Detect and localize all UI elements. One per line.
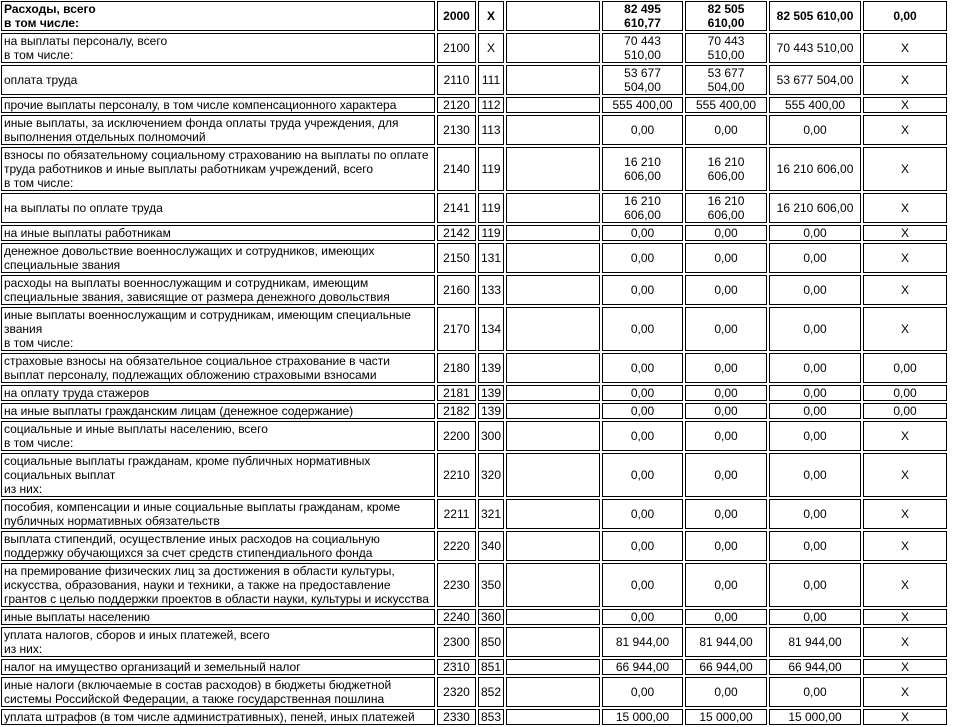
row-description: уплата штрафов (в том числе административных), пеней, иных платежей	[1, 709, 435, 725]
table-row	[1, 627, 947, 657]
value-year-2: 0,00	[685, 243, 767, 273]
value-year-3: 0,00	[769, 353, 861, 383]
value-year-1: 81 944,00	[602, 627, 683, 657]
kosgu-code: 350	[478, 563, 504, 607]
row-description: прочие выплаты персоналу, в том числе компенсационного характера	[1, 97, 435, 113]
extra-cell	[506, 193, 600, 223]
table-row	[1, 65, 947, 95]
value-beyond-period: X	[863, 659, 947, 675]
row-code: 2141	[437, 193, 476, 223]
table-row	[1, 659, 947, 675]
row-description: уплата налогов, сборов и иных платежей, всего из них:	[1, 627, 435, 657]
table-row	[1, 563, 947, 607]
row-code: 2182	[437, 403, 476, 419]
table-row	[1, 115, 947, 145]
value-year-3: 0,00	[769, 225, 861, 241]
value-year-1: 0,00	[602, 225, 683, 241]
row-code: 2210	[437, 453, 476, 497]
table-row	[1, 499, 947, 529]
value-beyond-period: 0,00	[863, 403, 947, 419]
value-beyond-period: X	[863, 65, 947, 95]
value-year-2: 53 677 504,00	[685, 65, 767, 95]
row-description: на премирование физических лиц за достижения в области культуры, искусства, образования, науки и техники, а также на предоставление грантов с целью поддержки проектов в области науки, культуры и искусства	[1, 563, 435, 607]
value-year-1: 53 677 504,00	[602, 65, 683, 95]
value-beyond-period: X	[863, 499, 947, 529]
table-row	[1, 307, 947, 351]
kosgu-code: 111	[478, 65, 504, 95]
value-year-1: 0,00	[602, 453, 683, 497]
value-year-2: 0,00	[685, 353, 767, 383]
value-year-2: 16 210 606,00	[685, 147, 767, 191]
value-year-1: 0,00	[602, 115, 683, 145]
value-beyond-period: X	[863, 97, 947, 113]
value-year-1: 0,00	[602, 563, 683, 607]
row-description: налог на имущество организаций и земельный налог	[1, 659, 435, 675]
table-row	[1, 403, 947, 419]
value-beyond-period: 0,00	[863, 1, 947, 31]
extra-cell	[506, 97, 600, 113]
table-row	[1, 531, 947, 561]
value-beyond-period: 0,00	[863, 385, 947, 401]
kosgu-code: 119	[478, 225, 504, 241]
row-description: страховые взносы на обязательное социальное страхование в части выплат персоналу, подлежащих обложению страховыми взносами	[1, 353, 435, 383]
value-year-2: 0,00	[685, 403, 767, 419]
kosgu-code: 300	[478, 421, 504, 451]
kosgu-code: 134	[478, 307, 504, 351]
extra-cell	[506, 1, 600, 31]
value-beyond-period: X	[863, 453, 947, 497]
row-code: 2200	[437, 421, 476, 451]
value-year-3: 0,00	[769, 385, 861, 401]
value-year-1: 0,00	[602, 421, 683, 451]
value-year-3: 0,00	[769, 677, 861, 707]
value-beyond-period: X	[863, 193, 947, 223]
row-code: 2140	[437, 147, 476, 191]
value-year-2: 70 443 510,00	[685, 33, 767, 63]
extra-cell	[506, 659, 600, 675]
kosgu-code: 112	[478, 97, 504, 113]
row-description: денежное довольствие военнослужащих и сотрудников, имеющих специальные звания	[1, 243, 435, 273]
table-row	[1, 353, 947, 383]
row-description: взносы по обязательному социальному страхованию на выплаты по оплате труда работников и иные выплаты работникам учреждений, всего в том числе:	[1, 147, 435, 191]
value-year-3: 0,00	[769, 243, 861, 273]
kosgu-code: 321	[478, 499, 504, 529]
value-year-3: 0,00	[769, 403, 861, 419]
row-code: 2181	[437, 385, 476, 401]
row-code: 2100	[437, 33, 476, 63]
value-year-3: 0,00	[769, 453, 861, 497]
row-description: на выплаты по оплате труда	[1, 193, 435, 223]
value-year-2: 15 000,00	[685, 709, 767, 725]
value-year-1: 0,00	[602, 531, 683, 561]
row-code: 2300	[437, 627, 476, 657]
value-year-1: 82 495 610,77	[602, 1, 683, 31]
row-code: 2211	[437, 499, 476, 529]
value-beyond-period: X	[863, 33, 947, 63]
table-body	[1, 1, 947, 725]
value-year-2: 81 944,00	[685, 627, 767, 657]
table-row	[1, 709, 947, 725]
table-row	[1, 677, 947, 707]
extra-cell	[506, 275, 600, 305]
value-beyond-period: X	[863, 115, 947, 145]
value-year-1: 0,00	[602, 275, 683, 305]
kosgu-code: 320	[478, 453, 504, 497]
extra-cell	[506, 243, 600, 273]
row-code: 2320	[437, 677, 476, 707]
kosgu-code: 360	[478, 609, 504, 625]
value-year-3: 0,00	[769, 421, 861, 451]
value-beyond-period: X	[863, 563, 947, 607]
row-code: 2142	[437, 225, 476, 241]
row-description: выплата стипендий, осуществление иных расходов на социальную поддержку обучающихся за счет средств стипендиального фонда	[1, 531, 435, 561]
kosgu-code: 119	[478, 147, 504, 191]
table-row	[1, 33, 947, 63]
row-code: 2150	[437, 243, 476, 273]
extra-cell	[506, 225, 600, 241]
value-year-2: 0,00	[685, 499, 767, 529]
value-year-3: 81 944,00	[769, 627, 861, 657]
row-description: иные выплаты военнослужащим и сотрудникам, имеющим специальные звания в том числе:	[1, 307, 435, 351]
value-beyond-period: X	[863, 147, 947, 191]
row-description: социальные и иные выплаты населению, всего в том числе:	[1, 421, 435, 451]
extra-cell	[506, 627, 600, 657]
value-year-3: 0,00	[769, 275, 861, 305]
row-description: иные выплаты, за исключением фонда оплаты труда учреждения, для выполнения отдельных полномочий	[1, 115, 435, 145]
kosgu-code: 113	[478, 115, 504, 145]
value-year-1: 0,00	[602, 307, 683, 351]
value-beyond-period: X	[863, 421, 947, 451]
row-code: 2130	[437, 115, 476, 145]
value-year-2: 0,00	[685, 563, 767, 607]
row-code: 2220	[437, 531, 476, 561]
value-year-1: 70 443 510,00	[602, 33, 683, 63]
value-year-3: 82 505 610,00	[769, 1, 861, 31]
value-year-3: 0,00	[769, 499, 861, 529]
row-description: на выплаты персоналу, всего в том числе:	[1, 33, 435, 63]
table-row	[1, 147, 947, 191]
row-description: на иные выплаты гражданским лицам (денежное содержание)	[1, 403, 435, 419]
kosgu-code: 139	[478, 353, 504, 383]
value-year-1: 16 210 606,00	[602, 147, 683, 191]
value-year-2: 0,00	[685, 531, 767, 561]
table-row	[1, 275, 947, 305]
extra-cell	[506, 499, 600, 529]
row-code: 2170	[437, 307, 476, 351]
kosgu-code: 853	[478, 709, 504, 725]
kosgu-code: 139	[478, 403, 504, 419]
kosgu-code: 131	[478, 243, 504, 273]
value-year-2: 0,00	[685, 421, 767, 451]
row-description: на иные выплаты работникам	[1, 225, 435, 241]
value-year-3: 0,00	[769, 531, 861, 561]
table-row	[1, 1, 947, 31]
value-year-2: 0,00	[685, 385, 767, 401]
kosgu-code: X	[478, 1, 504, 31]
extra-cell	[506, 531, 600, 561]
table-row	[1, 243, 947, 273]
value-year-2: 66 944,00	[685, 659, 767, 675]
value-year-2: 0,00	[685, 115, 767, 145]
kosgu-code: 119	[478, 193, 504, 223]
value-year-1: 0,00	[602, 403, 683, 419]
row-description: оплата труда	[1, 65, 435, 95]
extra-cell	[506, 563, 600, 607]
value-beyond-period: X	[863, 243, 947, 273]
value-year-3: 53 677 504,00	[769, 65, 861, 95]
row-description: социальные выплаты гражданам, кроме публичных нормативных социальных выплат из них:	[1, 453, 435, 497]
value-year-1: 15 000,00	[602, 709, 683, 725]
kosgu-code: 850	[478, 627, 504, 657]
value-year-3: 0,00	[769, 563, 861, 607]
value-year-1: 0,00	[602, 385, 683, 401]
value-year-1: 16 210 606,00	[602, 193, 683, 223]
row-description: Расходы, всего в том числе:	[1, 1, 435, 31]
extra-cell	[506, 385, 600, 401]
value-beyond-period: X	[863, 677, 947, 707]
value-beyond-period: X	[863, 609, 947, 625]
value-beyond-period: X	[863, 307, 947, 351]
extra-cell	[506, 147, 600, 191]
row-code: 2310	[437, 659, 476, 675]
value-year-1: 0,00	[602, 243, 683, 273]
kosgu-code: 133	[478, 275, 504, 305]
extra-cell	[506, 403, 600, 419]
row-description: на оплату труда стажеров	[1, 385, 435, 401]
value-year-1: 0,00	[602, 499, 683, 529]
value-year-3: 0,00	[769, 307, 861, 351]
value-year-2: 0,00	[685, 275, 767, 305]
row-code: 2000	[437, 1, 476, 31]
row-code: 2230	[437, 563, 476, 607]
value-year-1: 66 944,00	[602, 659, 683, 675]
value-year-3: 555 400,00	[769, 97, 861, 113]
value-year-3: 15 000,00	[769, 709, 861, 725]
row-code: 2160	[437, 275, 476, 305]
row-code: 2110	[437, 65, 476, 95]
extra-cell	[506, 353, 600, 383]
value-beyond-period: X	[863, 531, 947, 561]
value-beyond-period: X	[863, 627, 947, 657]
row-code: 2240	[437, 609, 476, 625]
row-description: расходы на выплаты военнослужащим и сотрудникам, имеющим специальные звания, зависящие от размера денежного довольствия	[1, 275, 435, 305]
value-year-1: 0,00	[602, 677, 683, 707]
table-row	[1, 97, 947, 113]
value-year-3: 16 210 606,00	[769, 147, 861, 191]
table-row	[1, 385, 947, 401]
value-beyond-period: X	[863, 275, 947, 305]
value-year-2: 0,00	[685, 609, 767, 625]
value-beyond-period: 0,00	[863, 353, 947, 383]
row-code: 2330	[437, 709, 476, 725]
kosgu-code: 340	[478, 531, 504, 561]
value-year-2: 0,00	[685, 225, 767, 241]
value-beyond-period: X	[863, 225, 947, 241]
extra-cell	[506, 307, 600, 351]
value-year-2: 82 505 610,00	[685, 1, 767, 31]
row-code: 2180	[437, 353, 476, 383]
value-year-3: 16 210 606,00	[769, 193, 861, 223]
value-year-2: 555 400,00	[685, 97, 767, 113]
row-description: иные налоги (включаемые в состав расходов) в бюджеты бюджетной системы Российской Федерации, а также государственная пошлина	[1, 677, 435, 707]
table-row	[1, 193, 947, 223]
extra-cell	[506, 609, 600, 625]
kosgu-code: X	[478, 33, 504, 63]
value-year-1: 0,00	[602, 353, 683, 383]
extra-cell	[506, 709, 600, 725]
extra-cell	[506, 421, 600, 451]
value-year-3: 66 944,00	[769, 659, 861, 675]
value-year-2: 0,00	[685, 677, 767, 707]
row-code: 2120	[437, 97, 476, 113]
row-description: иные выплаты населению	[1, 609, 435, 625]
value-year-3: 70 443 510,00	[769, 33, 861, 63]
kosgu-code: 851	[478, 659, 504, 675]
table-row	[1, 609, 947, 625]
value-year-3: 0,00	[769, 115, 861, 145]
kosgu-code: 139	[478, 385, 504, 401]
value-year-1: 0,00	[602, 609, 683, 625]
extra-cell	[506, 115, 600, 145]
table-row	[1, 453, 947, 497]
table-row	[1, 421, 947, 451]
value-year-2: 0,00	[685, 453, 767, 497]
row-description: пособия, компенсации и иные социальные выплаты гражданам, кроме публичных нормативных обязательств	[1, 499, 435, 529]
extra-cell	[506, 453, 600, 497]
value-beyond-period: X	[863, 709, 947, 725]
value-year-1: 555 400,00	[602, 97, 683, 113]
extra-cell	[506, 33, 600, 63]
table-row	[1, 225, 947, 241]
value-year-2: 0,00	[685, 307, 767, 351]
kosgu-code: 852	[478, 677, 504, 707]
extra-cell	[506, 65, 600, 95]
value-year-3: 0,00	[769, 609, 861, 625]
extra-cell	[506, 677, 600, 707]
value-year-2: 16 210 606,00	[685, 193, 767, 223]
